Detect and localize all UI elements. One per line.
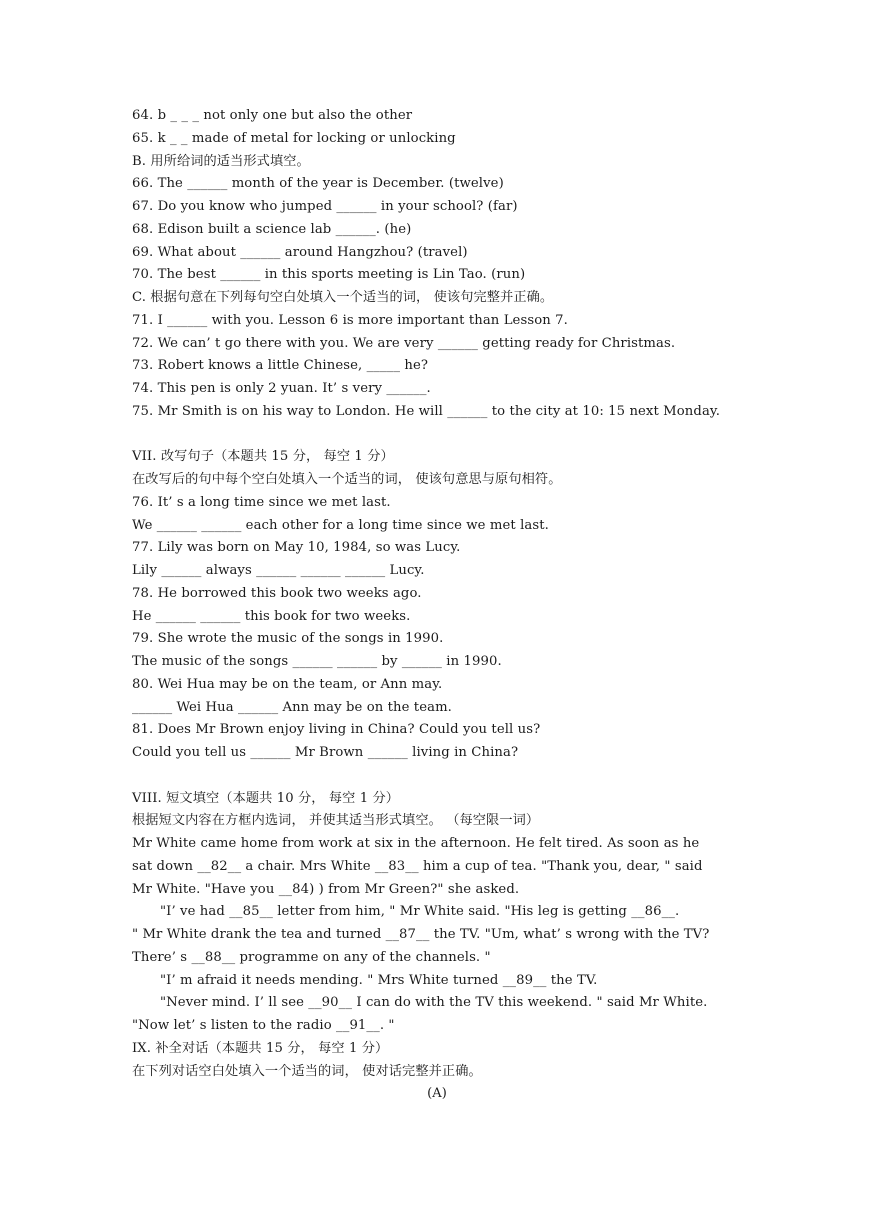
- section-7-instruction: 在改写后的句中每个空白处填入一个适当的词， 使该句意思与原句相符。: [132, 472, 562, 487]
- question-67: 67. Do you know who jumped ______ in your school? (far): [132, 199, 518, 214]
- question-73: 73. Robert knows a little Chinese, _____ he?: [132, 358, 429, 374]
- section-8-instruction: 根据短文内容在方框内选词， 并使其适当形式填空。 （每空限一词）: [132, 813, 540, 829]
- rewrite-80: ______ Wei Hua ______ Ann may be on the team.: [132, 699, 452, 715]
- section-spacer: [132, 765, 742, 788]
- question-76: 76. It’ s a long time since we met last.: [132, 494, 391, 510]
- part-c-heading: C. 根据句意在下列每句空白处填入一个适当的词， 使该句完整并正确。: [132, 290, 554, 305]
- question-81: 81. Does Mr Brown enjoy living in China? Could you tell us?: [132, 722, 541, 738]
- question-71: 71. I ______ with you. Lesson 6 is more important than Lesson 7.: [132, 312, 568, 328]
- passage-line: sat down __82__ a chair. Mrs White __83__ him a cup of tea. "Thank you, dear, " said: [132, 858, 703, 874]
- passage-line: Mr White. "Have you __84) ) from Mr Green?" she asked.: [132, 881, 520, 897]
- question-68: 68. Edison built a science lab ______. (he): [132, 221, 412, 237]
- question-77: 77. Lily was born on May 10, 1984, so was Lucy.: [132, 540, 461, 556]
- passage-line: "I’ m afraid it needs mending. " Mrs White turned __89__ the TV.: [160, 972, 598, 988]
- question-69: 69. What about ______ around Hangzhou? (travel): [132, 244, 468, 260]
- question-64: 64. b _ _ _ not only one but also the other: [132, 108, 413, 123]
- part-b-heading: B. 用所给词的适当形式填空。: [132, 153, 310, 169]
- dialogue-a-label: (A): [427, 1086, 447, 1102]
- section-9-instruction: 在下列对话空白处填入一个适当的词， 使对话完整并正确。: [132, 1063, 482, 1079]
- question-70: 70. The best ______ in this sports meeting is Lin Tao. (run): [132, 267, 526, 283]
- section-8-heading: VIII. 短文填空（本题共 10 分， 每空 1 分）: [132, 790, 400, 806]
- rewrite-81: Could you tell us ______ Mr Brown ______ living in China?: [132, 745, 519, 760]
- rewrite-79: The music of the songs ______ ______ by ______ in 1990.: [132, 654, 502, 669]
- passage-line: "I’ ve had __85__ letter from him, " Mr White said. "His leg is getting __86__.: [160, 904, 680, 920]
- question-72: 72. We can’ t go there with you. We are very ______ getting ready for Christmas.: [132, 335, 676, 351]
- passage-line: Mr White came home from work at six in the afternoon. He felt tired. As soon as he: [132, 836, 700, 851]
- exam-page: [132, 105, 742, 1106]
- rewrite-78: He ______ ______ this book for two weeks.: [132, 608, 411, 624]
- question-65: 65. k _ _ made of metal for locking or unlocking: [132, 130, 456, 146]
- passage-line: " Mr White drank the tea and turned __87__ the TV. "Um, what’ s wrong with the TV?: [132, 927, 710, 942]
- rewrite-77: Lily ______ always ______ ______ ______ Lucy.: [132, 563, 425, 578]
- section-spacer: [132, 424, 742, 447]
- passage-line: "Now let’ s listen to the radio __91__. ": [132, 1018, 395, 1033]
- question-75: 75. Mr Smith is on his way to London. He will ______ to the city at 10: 15 next Monday.: [132, 403, 720, 419]
- passage-line: "Never mind. I’ ll see __90__ I can do with the TV this weekend. " said Mr White.: [160, 995, 708, 1011]
- passage-line: There’ s __88__ programme on any of the channels. ": [132, 949, 491, 965]
- section-7-heading: VII. 改写句子（本题共 15 分， 每空 1 分）: [132, 449, 394, 465]
- rewrite-76: We ______ ______ each other for a long time since we met last.: [132, 517, 549, 533]
- question-79: 79. She wrote the music of the songs in 1990.: [132, 631, 444, 647]
- section-9-heading: IX. 补全对话（本题共 15 分， 每空 1 分）: [132, 1040, 389, 1056]
- question-78: 78. He borrowed this book two weeks ago.: [132, 585, 422, 601]
- question-74: 74. This pen is only 2 yuan. It’ s very ______.: [132, 381, 431, 396]
- question-66: 66. The ______ month of the year is December. (twelve): [132, 176, 504, 192]
- question-80: 80. Wei Hua may be on the team, or Ann may.: [132, 676, 443, 692]
